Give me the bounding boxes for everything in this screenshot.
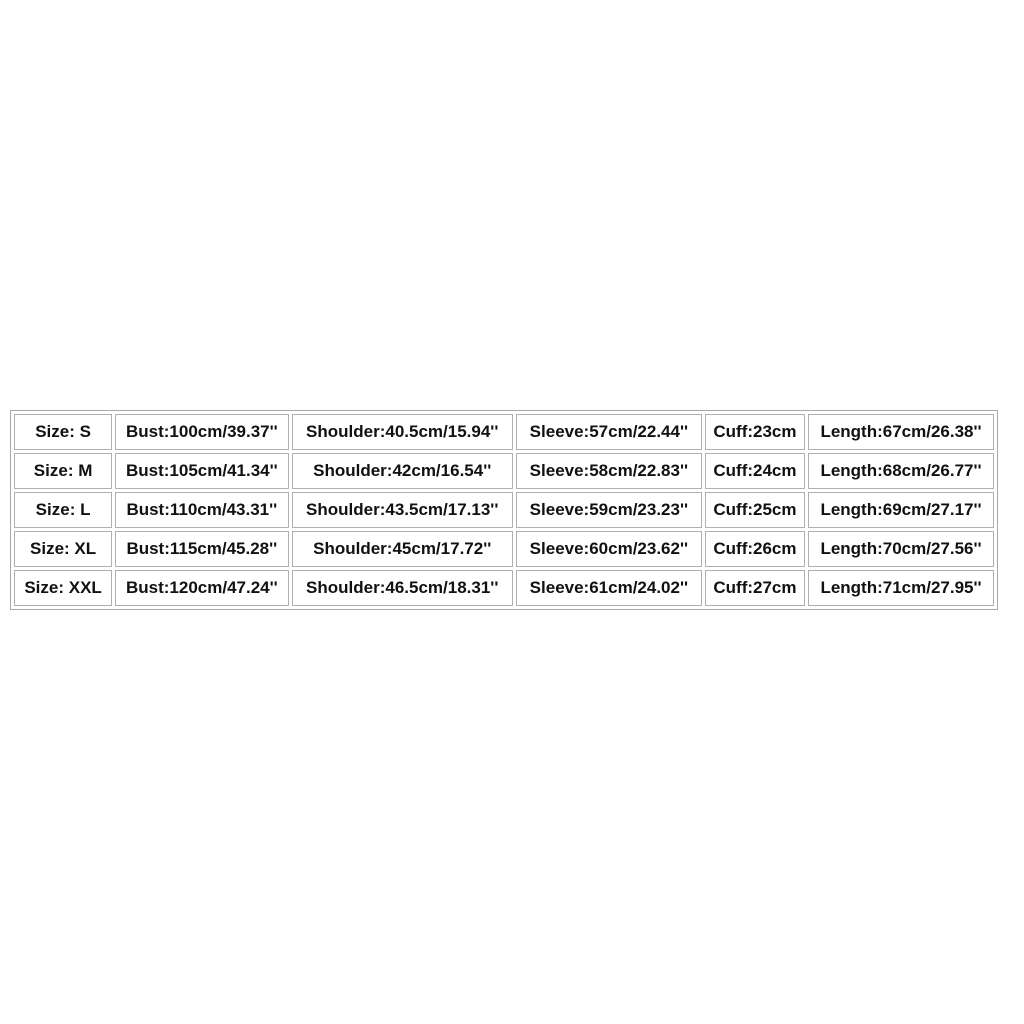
cuff-cell: Cuff:23cm xyxy=(705,414,805,450)
size-cell: Size: XXL xyxy=(14,570,112,606)
bust-cell: Bust:115cm/45.28'' xyxy=(115,531,288,567)
length-cell: Length:67cm/26.38'' xyxy=(808,414,994,450)
length-cell: Length:71cm/27.95'' xyxy=(808,570,994,606)
size-cell: Size: M xyxy=(14,453,112,489)
size-cell: Size: L xyxy=(14,492,112,528)
size-cell: Size: S xyxy=(14,414,112,450)
sleeve-cell: Sleeve:57cm/22.44'' xyxy=(516,414,702,450)
cuff-cell: Cuff:25cm xyxy=(705,492,805,528)
sleeve-cell: Sleeve:60cm/23.62'' xyxy=(516,531,702,567)
cuff-cell: Cuff:27cm xyxy=(705,570,805,606)
sleeve-cell: Sleeve:58cm/22.83'' xyxy=(516,453,702,489)
bust-cell: Bust:120cm/47.24'' xyxy=(115,570,288,606)
bust-cell: Bust:110cm/43.31'' xyxy=(115,492,288,528)
shoulder-cell: Shoulder:42cm/16.54'' xyxy=(292,453,513,489)
sleeve-cell: Sleeve:61cm/24.02'' xyxy=(516,570,702,606)
table-row xyxy=(14,414,994,450)
table-row xyxy=(14,531,994,567)
shoulder-cell: Shoulder:40.5cm/15.94'' xyxy=(292,414,513,450)
sleeve-cell: Sleeve:59cm/23.23'' xyxy=(516,492,702,528)
length-cell: Length:69cm/27.17'' xyxy=(808,492,994,528)
cuff-cell: Cuff:26cm xyxy=(705,531,805,567)
length-cell: Length:70cm/27.56'' xyxy=(808,531,994,567)
cuff-cell: Cuff:24cm xyxy=(705,453,805,489)
table-row xyxy=(14,492,994,528)
length-cell: Length:68cm/26.77'' xyxy=(808,453,994,489)
bust-cell: Bust:100cm/39.37'' xyxy=(115,414,288,450)
shoulder-cell: Shoulder:46.5cm/18.31'' xyxy=(292,570,513,606)
size-chart-table xyxy=(10,410,998,610)
shoulder-cell: Shoulder:45cm/17.72'' xyxy=(292,531,513,567)
shoulder-cell: Shoulder:43.5cm/17.13'' xyxy=(292,492,513,528)
bust-cell: Bust:105cm/41.34'' xyxy=(115,453,288,489)
table-row xyxy=(14,453,994,489)
size-cell: Size: XL xyxy=(14,531,112,567)
table-row xyxy=(14,570,994,606)
